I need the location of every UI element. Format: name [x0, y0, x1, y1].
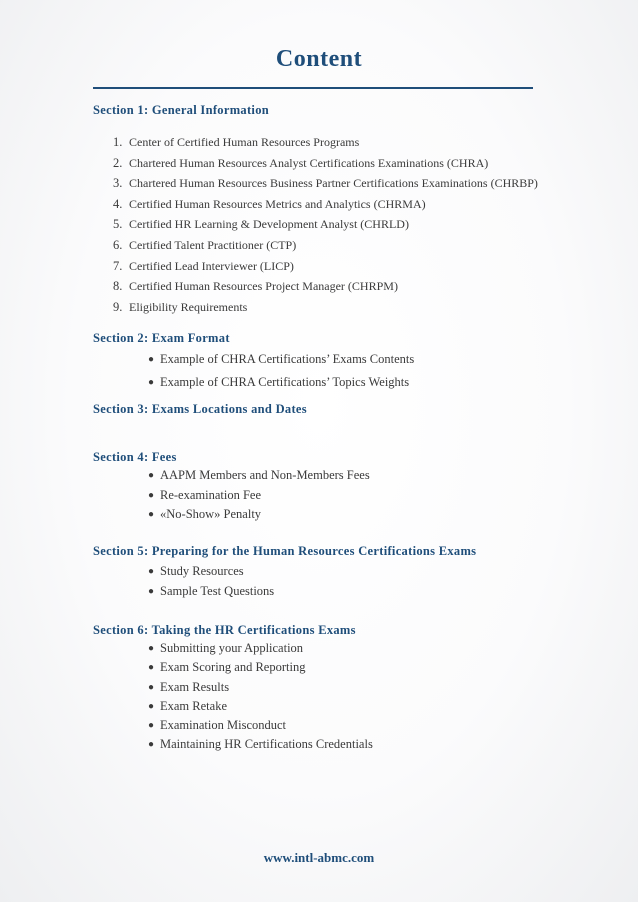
section-6-list [148, 641, 373, 757]
list-item: ● Maintaining HR Certifications Credentials [148, 737, 373, 752]
bullet-icon: ● [148, 700, 155, 712]
list-item: 8. Certified Human Resources Project Manager (CHRPM) [113, 279, 398, 294]
section-4-heading: Section 4: Fees [93, 450, 177, 464]
footer-website: www.intl-abmc.com [263, 850, 375, 865]
bullet-icon: ● [148, 354, 155, 365]
bullet-icon: ● [148, 739, 155, 751]
bullet-icon: ● [148, 720, 155, 732]
list-item: 6. Certified Talent Practitioner (CTP) [113, 237, 297, 252]
title-divider [93, 87, 533, 89]
list-item: 9. Eligibility Requirements [113, 299, 248, 314]
section-5-list [148, 564, 274, 603]
list-item: 7. Certified Lead Interviewer (LICP) [113, 258, 294, 273]
section-5-heading: Section 5: Preparing for the Human Resources Certifications Exams [93, 544, 477, 558]
list-item: ● Examination Misconduct [148, 718, 287, 733]
bullet-icon: ● [148, 489, 155, 501]
list-item: ● Re-examination Fee [148, 487, 262, 502]
list-item: 1. Center of Certified Human Resources Programs [113, 135, 360, 149]
list-item: ● Exam Retake [148, 698, 227, 713]
bullet-icon: ● [148, 662, 155, 674]
bullet-icon: ● [148, 585, 155, 597]
bullet-icon: ● [148, 509, 155, 520]
list-item: 4. Certified Human Resources Metrics and Analytics (CHRMA) [113, 196, 426, 211]
list-item: ● Sample Test Questions [148, 583, 275, 598]
list-item: ● Submitting your Application [148, 641, 304, 655]
list-item: 3. Chartered Human Resources Business Partner Certifications Examinations (CHRBP) [113, 176, 538, 191]
list-item: ● Example of CHRA Certifications’ Exams Contents [148, 352, 415, 366]
bullet-icon: ● [148, 643, 155, 654]
list-item: 5. Certified HR Learning & Development Analyst (CHRLD) [113, 217, 409, 232]
list-item: ● «No-Show» Penalty [148, 507, 262, 521]
section-4-list [148, 468, 370, 527]
list-item: ● Exam Scoring and Reporting [148, 660, 306, 675]
list-item: ● Example of CHRA Certifications’ Topics Weights [148, 375, 410, 389]
section-3-heading: Section 3: Exams Locations and Dates [93, 402, 307, 416]
list-item: ● AAPM Members and Non-Members Fees [148, 468, 370, 482]
section-2-heading: Section 2: Exam Format [93, 331, 230, 345]
list-item: ● Exam Results [148, 679, 230, 694]
bullet-icon: ● [148, 566, 155, 577]
section-1-list [113, 135, 538, 320]
list-item: 2. Chartered Human Resources Analyst Certifications Examinations (CHRA) [113, 155, 489, 170]
bullet-icon: ● [148, 470, 155, 481]
page-title: Content [275, 46, 363, 72]
section-2-list [148, 352, 414, 398]
list-item: ● Study Resources [148, 564, 244, 578]
section-6-heading: Section 6: Taking the HR Certifications Exams [93, 623, 356, 637]
section-1-heading: Section 1: General Information [93, 103, 269, 117]
bullet-icon: ● [148, 681, 155, 693]
bullet-icon: ● [148, 377, 155, 388]
